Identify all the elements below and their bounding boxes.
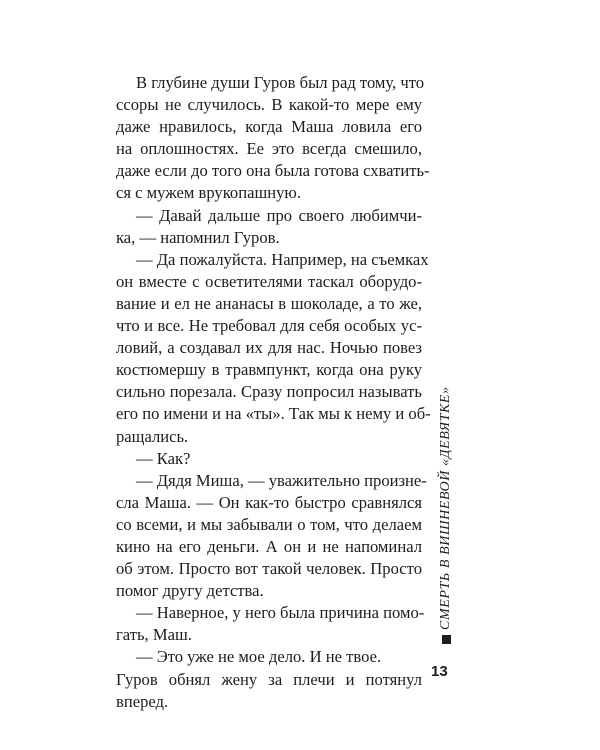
text-line: об этом. Просто вот такой человек. Просто <box>116 559 422 579</box>
text-line: костюмершу в травмпункт, когда она руку <box>116 360 422 380</box>
text-line: — Да пожалуйста. Например, на съемках <box>136 249 429 269</box>
text-line: Гуров обнял жену за плечи и потянул <box>116 669 422 689</box>
text-line: — Наверное, у него была причина помо- <box>136 603 425 623</box>
text-line: он вместе с осветителями таскал оборудо- <box>116 271 422 291</box>
text-line: — Это уже не мое дело. И не твое. <box>136 647 382 667</box>
text-line: на оплошностях. Ее это всегда смешило, <box>116 139 422 159</box>
text-line: что и все. Не требовал для себя особых ус- <box>116 316 422 336</box>
text-line: сла Маша. — Он как-то быстро сравнялся <box>116 492 422 512</box>
text-line: В глубине души Гуров был рад тому, что <box>136 73 425 92</box>
text-line: со всеми, и мы забывали о том, что делаем <box>116 514 422 534</box>
text-line: кино на его деньги. А он и не напоминал <box>116 536 422 556</box>
text-line: ка, — напомнил Гуров. <box>116 227 280 247</box>
running-head-title: СМЕРТЬ В ВИШНЕВОЙ «ДЕВЯТКЕ» <box>438 386 453 630</box>
text-line: ся с мужем врукопашную. <box>116 183 301 203</box>
text-line: ращались. <box>116 426 189 446</box>
text-line: — Как? <box>136 448 191 468</box>
text-line: гать, Маш. <box>116 625 192 645</box>
text-line: вперед. <box>116 691 169 711</box>
text-line: вание и ел не ананасы в шоколаде, а то же, <box>116 293 422 313</box>
text-line: даже нравилось, когда Маша ловила его <box>116 117 422 137</box>
text-line: ловий, а создавал их для нас. Ночью повез <box>116 338 422 358</box>
page-number: 13 <box>431 663 448 680</box>
text-line: — Дядя Миша, — уважительно произне- <box>136 470 427 490</box>
text-line: помог другу детства. <box>116 581 264 601</box>
text-line: ссоры не случилось. В какой-то мере ему <box>116 95 422 115</box>
square-marker-icon <box>442 635 451 644</box>
text-line: его по имени и на «ты». Так мы к нему и об- <box>116 404 431 424</box>
body-text <box>116 72 431 713</box>
text-line: — Давай дальше про своего любимчи- <box>136 205 422 225</box>
text-line: даже если до того она была готова схватить- <box>116 161 430 181</box>
text-line: сильно порезала. Сразу попросил называть <box>116 382 422 402</box>
